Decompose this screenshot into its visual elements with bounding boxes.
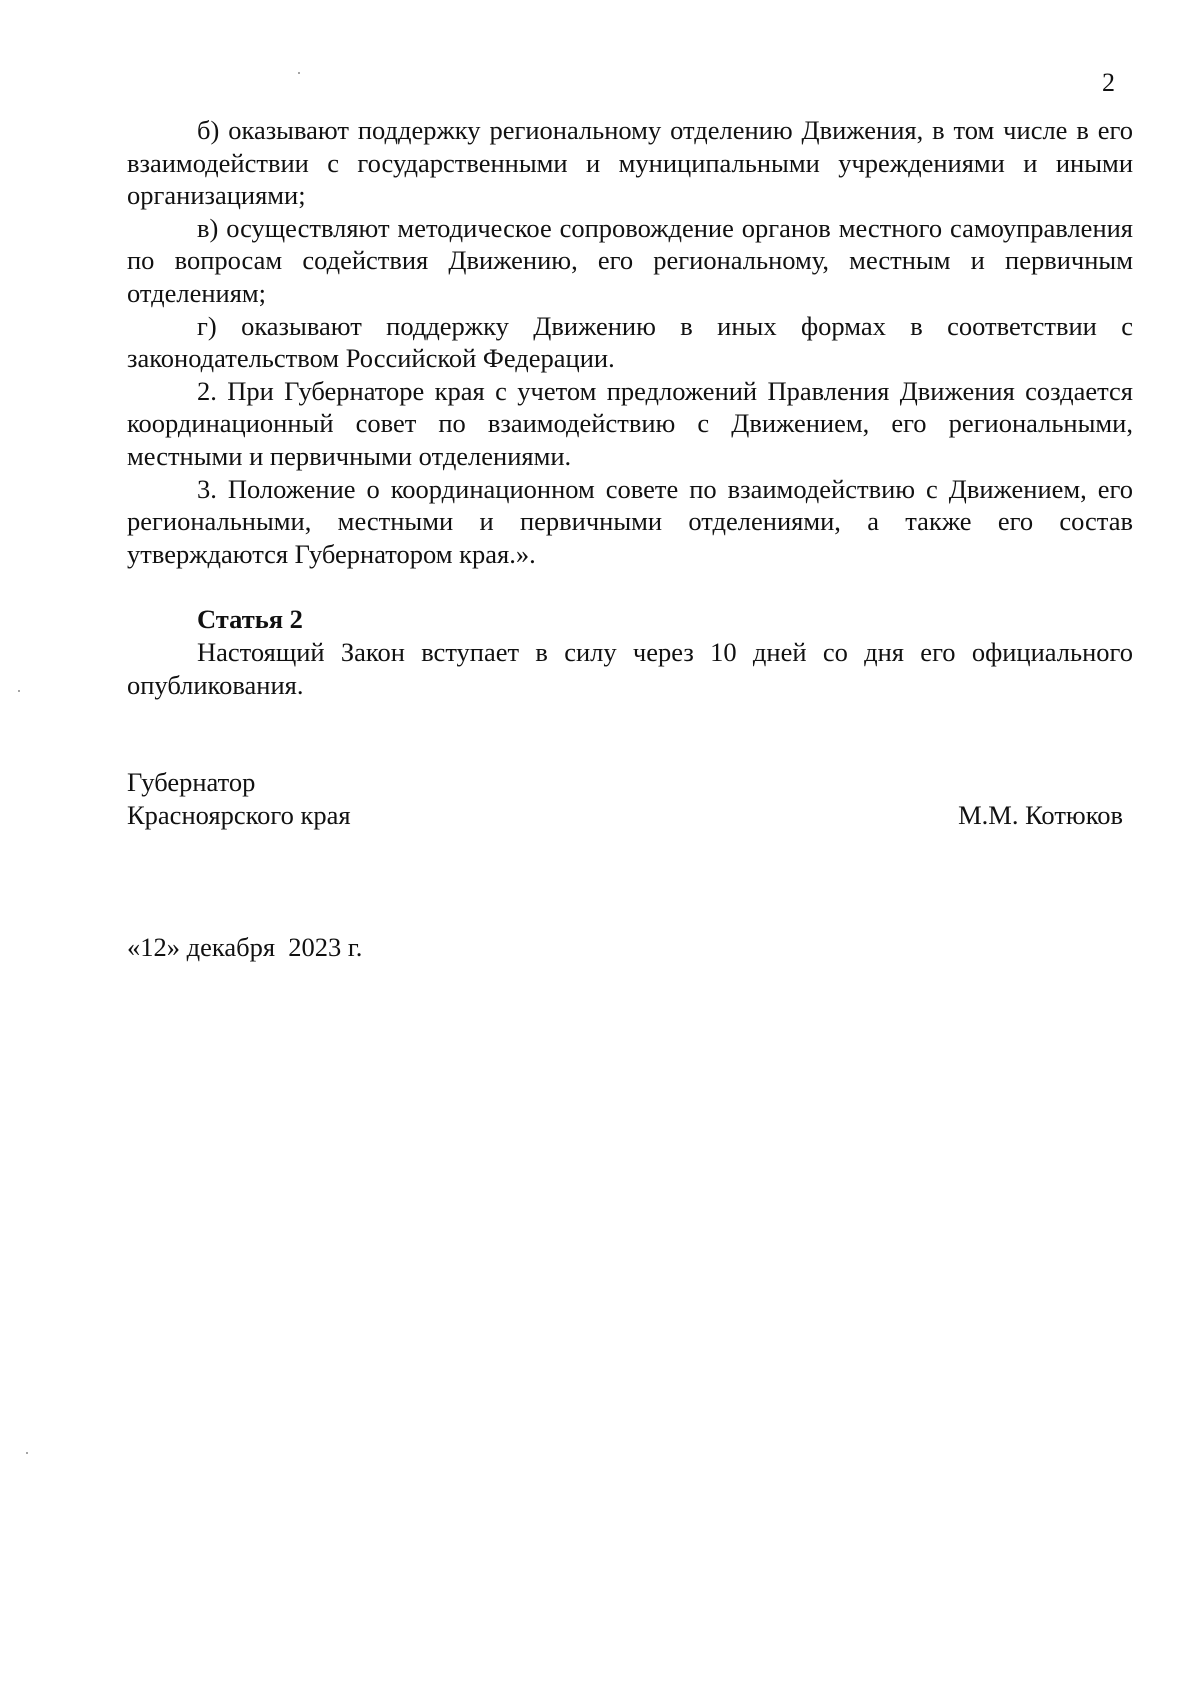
signing-date: «12» декабря 2023 г. bbox=[127, 932, 363, 962]
paragraph-item-g: г) оказывают поддержку Движению в иных формах в соответствии с законодательством Российской Федерации. bbox=[127, 310, 1133, 374]
article-title: Статья 2 bbox=[197, 604, 303, 635]
document-body bbox=[127, 114, 1133, 701]
scan-speck bbox=[298, 72, 300, 74]
signer-name: М.М. Котюков bbox=[958, 799, 1123, 830]
paragraph-item-v: в) осуществляют методическое сопровождение органов местного самоуправления по вопросам содействия Движению, его региональному, местным и первичным отделениям; bbox=[127, 212, 1133, 308]
paragraph-section-2: 2. При Губернаторе края с учетом предложений Правления Движения создается координационный совет по взаимодействию с Движением, его региональными, местными и первичными отделениями. bbox=[127, 375, 1133, 471]
article-2 bbox=[127, 603, 1133, 701]
scan-speck bbox=[18, 690, 20, 692]
signature-block bbox=[127, 766, 1123, 831]
scan-speck bbox=[26, 1452, 28, 1454]
article-text: Настоящий Закон вступает в силу через 10 дней со дня его официального опубликования. bbox=[127, 636, 1133, 700]
paragraph-item-b: б) оказывают поддержку региональному отделению Движения, в том числе в его взаимодействии с государственными и муниципальными учреждениями и иными организациями; bbox=[127, 115, 1133, 211]
page-number: 2 bbox=[1102, 68, 1115, 97]
signer-position-line1: Губернатор bbox=[127, 767, 256, 797]
signer-position-line2: Красноярского края bbox=[127, 799, 351, 830]
paragraph-section-3: 3. Положение о координационном совете по взаимодействию с Движением, его региональными, местными и первичными отделениями, а также его состав утверждаются Губернатором края.». bbox=[127, 473, 1133, 569]
